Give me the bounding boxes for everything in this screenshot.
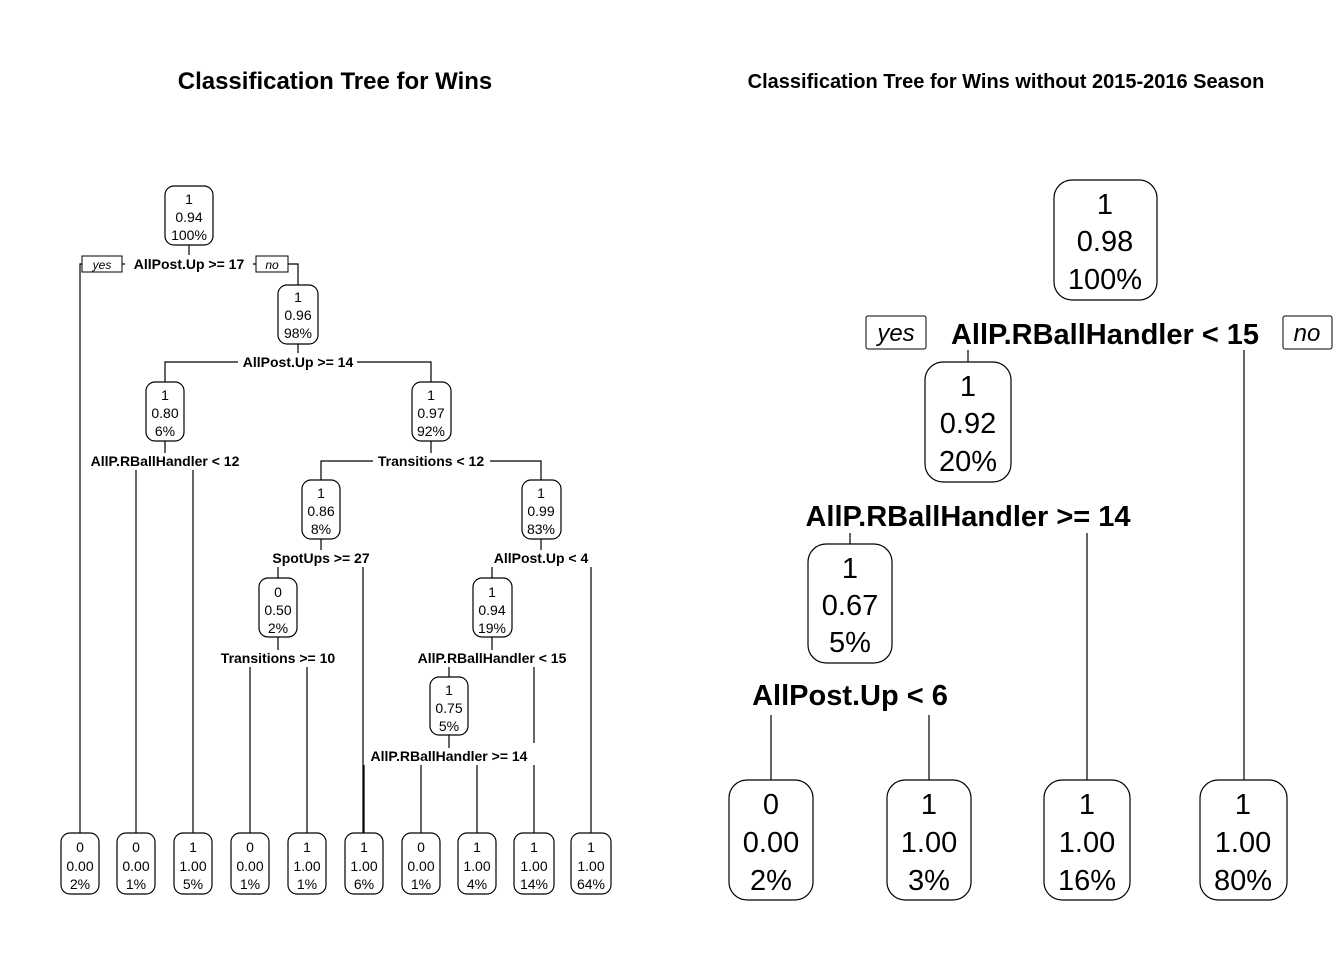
node-pct: 19%	[477, 620, 507, 636]
left-tree-title: Classification Tree for Wins	[177, 68, 493, 95]
node-pct: 100%	[1067, 264, 1143, 296]
left-leaf	[571, 833, 611, 894]
right-no-tag	[1283, 316, 1332, 349]
node-pct: 83%	[526, 521, 556, 537]
leaf-prob: 0.00	[122, 858, 150, 874]
leaf-prob: 0.00	[66, 858, 94, 874]
split-label: AllP.RBallHandler >= 14	[805, 501, 1131, 533]
node-pct: 8%	[310, 521, 332, 537]
leaf-pct: 1%	[125, 876, 147, 892]
left-leaf	[345, 833, 383, 894]
node-class: 1	[161, 387, 169, 403]
node-class: 0	[274, 584, 282, 600]
leaf-class: 1	[920, 789, 938, 821]
leaf-pct: 64%	[576, 876, 606, 892]
node-pct: 6%	[154, 423, 176, 439]
left-node-2	[146, 382, 184, 441]
node-class: 1	[537, 485, 545, 501]
node-prob: 0.75	[435, 700, 463, 716]
leaf-pct: 4%	[466, 876, 488, 892]
left-leaf	[61, 833, 99, 894]
leaf-class: 1	[473, 839, 481, 855]
leaf-pct: 1%	[239, 876, 261, 892]
node-pct: 20%	[938, 446, 998, 478]
left-leaf	[514, 833, 554, 894]
node-pct: 5%	[829, 627, 871, 659]
leaf-class: 0	[76, 839, 84, 855]
left-node-4	[302, 480, 340, 539]
split-label: SpotUps >= 27	[272, 550, 370, 566]
left-no-tag	[256, 256, 288, 272]
node-class: 1	[1096, 189, 1114, 221]
split-label: AllPost.Up < 6	[752, 680, 948, 712]
leaf-pct: 16%	[1057, 865, 1117, 897]
split-label: AllPost.Up >= 14	[242, 354, 354, 370]
leaf-prob: 1.00	[900, 827, 958, 859]
node-class: 1	[959, 371, 977, 403]
leaf-class: 1	[530, 839, 538, 855]
leaf-class: 1	[189, 839, 197, 855]
leaf-pct: 14%	[519, 876, 549, 892]
left-node-8	[430, 677, 468, 735]
left-node-7	[473, 578, 512, 637]
right-node-root	[1054, 180, 1157, 300]
split-label: AllP.RBallHandler >= 14	[370, 748, 528, 764]
split-label: Transitions >= 10	[220, 650, 336, 666]
node-prob: 0.80	[151, 405, 179, 421]
right-tree-title: Classification Tree for Wins without 2015-2016 Season	[747, 71, 1265, 93]
left-leaf	[402, 833, 440, 894]
node-pct: 5%	[438, 718, 460, 734]
node-class: 1	[294, 289, 302, 305]
left-leaf	[117, 833, 155, 894]
leaf-class: 1	[1078, 789, 1096, 821]
node-prob: 0.96	[284, 307, 312, 323]
leaf-class: 1	[303, 839, 311, 855]
left-leaf	[174, 833, 212, 894]
right-leaf	[729, 780, 813, 900]
left-leaf	[458, 833, 496, 894]
node-pct: 92%	[416, 423, 446, 439]
right-node-2	[808, 544, 892, 663]
node-pct: 100%	[171, 227, 207, 243]
right-leaf	[887, 780, 971, 900]
leaf-class: 1	[587, 839, 595, 855]
leaf-pct: 6%	[353, 876, 375, 892]
right-leaf	[1200, 780, 1287, 900]
node-prob: 0.92	[939, 408, 997, 440]
node-prob: 0.94	[175, 209, 203, 225]
split-label: AllP.RBallHandler < 12	[90, 453, 240, 469]
leaf-class: 1	[360, 839, 368, 855]
leaf-class: 1	[1234, 789, 1252, 821]
right-yes-tag	[866, 316, 926, 349]
node-prob: 0.99	[527, 503, 555, 519]
leaf-prob: 1.00	[1058, 827, 1116, 859]
split-label: AllP.RBallHandler < 15	[950, 319, 1260, 351]
left-leaf	[231, 833, 269, 894]
node-prob: 0.98	[1076, 226, 1134, 258]
leaf-pct: 80%	[1213, 865, 1273, 897]
node-prob: 0.97	[417, 405, 445, 421]
leaf-class: 0	[417, 839, 425, 855]
leaf-prob: 1.00	[463, 858, 491, 874]
left-yes-tag	[82, 256, 122, 272]
left-tree-edges	[80, 245, 591, 833]
yes-label: yes	[877, 320, 915, 347]
leaf-prob: 1.00	[577, 858, 605, 874]
leaf-pct: 1%	[296, 876, 318, 892]
leaf-class: 0	[762, 789, 780, 821]
split-label: AllPost.Up >= 17	[133, 256, 245, 272]
left-node-5	[522, 480, 561, 539]
yes-label: yes	[92, 258, 112, 272]
node-pct: 98%	[283, 325, 313, 341]
leaf-pct: 3%	[908, 865, 950, 897]
leaf-class: 0	[132, 839, 140, 855]
right-node-1	[925, 362, 1011, 482]
node-class: 1	[488, 584, 496, 600]
left-node-6	[259, 578, 297, 637]
leaf-prob: 1.00	[179, 858, 207, 874]
leaf-prob: 1.00	[293, 858, 321, 874]
node-pct: 2%	[267, 620, 289, 636]
leaf-pct: 1%	[410, 876, 432, 892]
node-prob: 0.86	[307, 503, 335, 519]
left-node-root	[165, 186, 213, 245]
no-label: no	[1293, 320, 1321, 347]
node-prob: 0.94	[478, 602, 506, 618]
node-prob: 0.67	[821, 590, 879, 622]
node-class: 1	[427, 387, 435, 403]
left-node-3	[412, 382, 451, 441]
split-label: AllP.RBallHandler < 15	[417, 650, 567, 666]
split-label: AllPost.Up < 4	[493, 550, 589, 566]
leaf-prob: 1.00	[1214, 827, 1272, 859]
node-class: 1	[841, 553, 859, 585]
leaf-prob: 0.00	[742, 827, 800, 859]
leaf-prob: 0.00	[407, 858, 435, 874]
right-leaf	[1044, 780, 1130, 900]
leaf-class: 0	[246, 839, 254, 855]
leaf-prob: 1.00	[520, 858, 548, 874]
split-label: Transitions < 12	[377, 453, 485, 469]
node-class: 1	[317, 485, 325, 501]
node-class: 1	[445, 682, 453, 698]
leaf-pct: 2%	[750, 865, 792, 897]
no-label: no	[265, 258, 279, 272]
leaf-pct: 5%	[182, 876, 204, 892]
leaf-pct: 2%	[69, 876, 91, 892]
leaf-prob: 1.00	[350, 858, 378, 874]
node-prob: 0.50	[264, 602, 292, 618]
left-node-1	[278, 285, 318, 344]
leaf-prob: 0.00	[236, 858, 264, 874]
left-leaf	[288, 833, 326, 894]
node-class: 1	[185, 191, 193, 207]
